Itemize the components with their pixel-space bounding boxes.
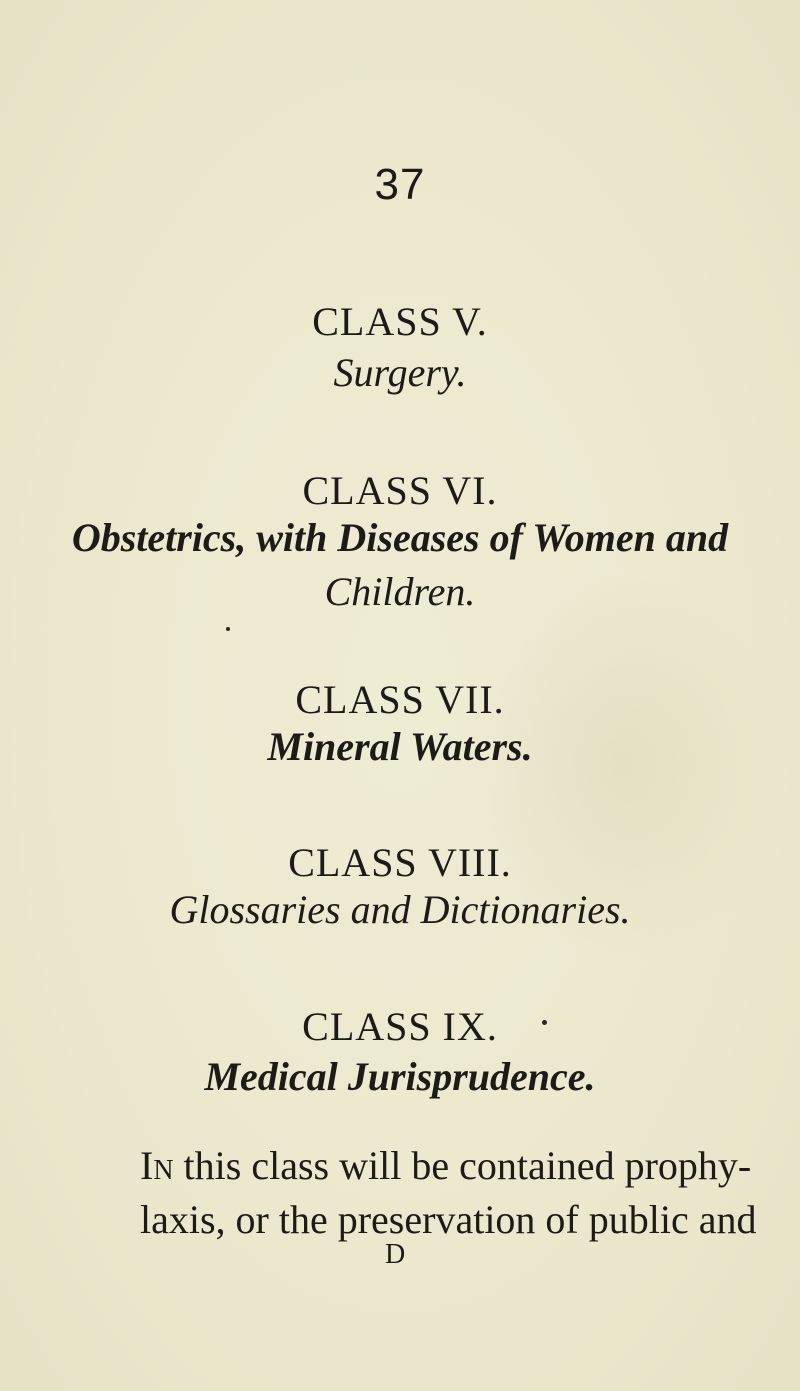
class-v-heading: CLASS V.: [312, 299, 488, 344]
paragraph-line-2: laxis, or the preservation of public and: [140, 1197, 757, 1242]
class-v-subtitle: Surgery.: [333, 350, 467, 395]
class-ix-heading: CLASS IX.: [302, 1004, 498, 1049]
class-vii-subtitle: Mineral Waters.: [267, 724, 533, 769]
paragraph-line-1-rest: this class will be contained prophy-: [183, 1143, 752, 1188]
class-vii-heading: CLASS VII.: [295, 677, 505, 722]
class-vi-subtitle-line2: Children.: [324, 569, 476, 614]
class-viii-subtitle: Glossaries and Dictionaries.: [169, 887, 631, 932]
ink-speck: [542, 1020, 547, 1025]
signature-mark: D: [385, 1239, 406, 1270]
body-paragraph: [140, 1139, 757, 1247]
paragraph-lead-word: In: [140, 1143, 174, 1188]
class-viii-heading: CLASS VIII.: [288, 840, 512, 885]
class-ix-subtitle: Medical Jurisprudence.: [204, 1054, 596, 1099]
class-vi-heading: CLASS VI.: [302, 468, 498, 513]
page-number: 37: [374, 160, 426, 209]
class-vi-subtitle-line1: Obstetrics, with Diseases of Women and: [71, 515, 729, 560]
ink-speck: [226, 627, 230, 631]
paragraph-line-1: [140, 1139, 752, 1193]
